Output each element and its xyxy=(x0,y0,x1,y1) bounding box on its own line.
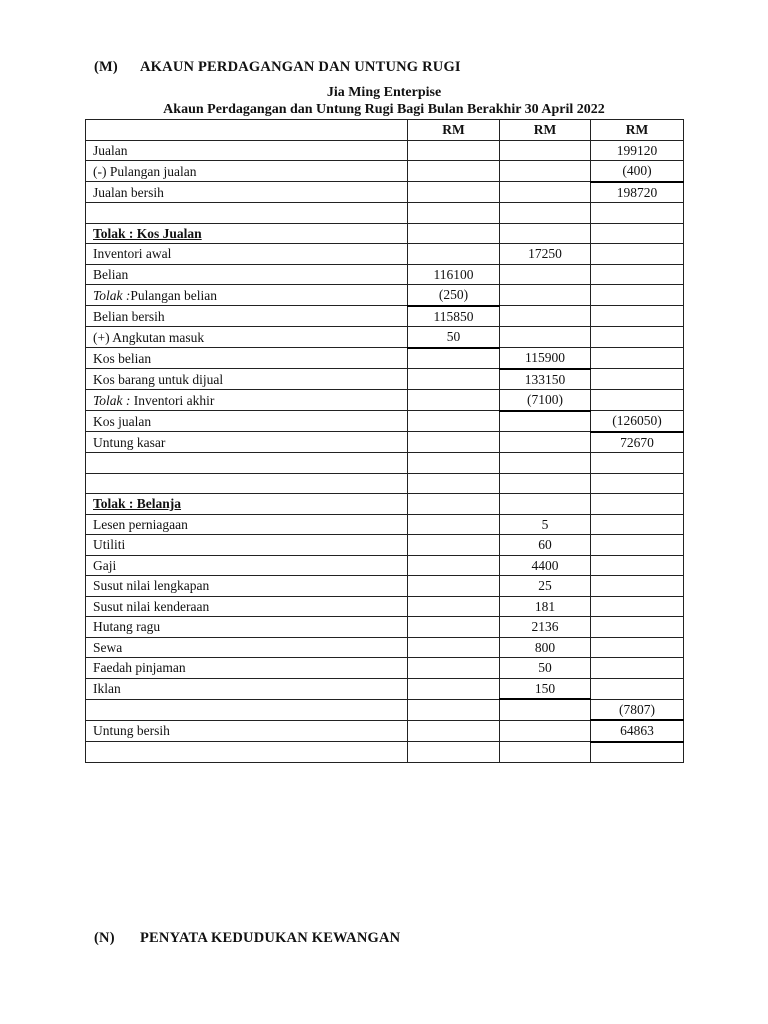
row-col3 xyxy=(591,576,684,597)
row-label: Gaji xyxy=(86,555,408,576)
row-col1: 50 xyxy=(408,327,500,348)
row-col1 xyxy=(408,514,500,535)
row-col3: (400) xyxy=(591,161,684,182)
table-row xyxy=(86,264,684,285)
row-col2 xyxy=(500,494,591,515)
table-row xyxy=(86,203,684,224)
row-col1 xyxy=(408,348,500,369)
row-col3 xyxy=(591,327,684,348)
row-col3 xyxy=(591,535,684,556)
row-label xyxy=(86,285,408,306)
row-col2 xyxy=(500,473,591,494)
row-label: Kos barang untuk dijual xyxy=(86,369,408,390)
row-col1: 116100 xyxy=(408,264,500,285)
trading-profit-loss-table xyxy=(85,119,684,763)
row-col2: 50 xyxy=(500,658,591,679)
table-row xyxy=(86,327,684,348)
table-row xyxy=(86,348,684,369)
row-col2 xyxy=(500,699,591,720)
row-label: Untung bersih xyxy=(86,720,408,742)
row-col3 xyxy=(591,596,684,617)
table-row xyxy=(86,473,684,494)
row-col3 xyxy=(591,348,684,369)
row-col1 xyxy=(408,369,500,390)
row-col3 xyxy=(591,514,684,535)
section-m-heading xyxy=(94,59,461,76)
row-col2 xyxy=(500,264,591,285)
row-col2 xyxy=(500,140,591,161)
row-col2 xyxy=(500,182,591,203)
row-col2 xyxy=(500,285,591,306)
table-row xyxy=(86,678,684,699)
table-row xyxy=(86,285,684,306)
table-row xyxy=(86,637,684,658)
row-col1 xyxy=(408,535,500,556)
row-col2 xyxy=(500,203,591,224)
row-col3 xyxy=(591,473,684,494)
row-label: Untung kasar xyxy=(86,432,408,453)
row-label: Susut nilai lengkapan xyxy=(86,576,408,597)
row-label: Iklan xyxy=(86,678,408,699)
header-rm-col3: RM xyxy=(591,120,684,141)
row-col2 xyxy=(500,327,591,348)
row-col2: (7100) xyxy=(500,390,591,411)
row-col3 xyxy=(591,369,684,390)
table-row xyxy=(86,182,684,203)
row-col2: 115900 xyxy=(500,348,591,369)
table-row xyxy=(86,596,684,617)
row-col2: 800 xyxy=(500,637,591,658)
row-col3 xyxy=(591,637,684,658)
row-label: Utiliti xyxy=(86,535,408,556)
table-row xyxy=(86,576,684,597)
table-row xyxy=(86,140,684,161)
row-col1 xyxy=(408,494,500,515)
row-col2 xyxy=(500,432,591,453)
row-label: Faedah pinjaman xyxy=(86,658,408,679)
section-n-letter: (N) xyxy=(94,930,115,946)
row-label-prefix: Tolak : xyxy=(93,287,131,303)
row-col3 xyxy=(591,306,684,327)
table-row xyxy=(86,535,684,556)
row-label: Sewa xyxy=(86,637,408,658)
row-label: Jualan xyxy=(86,140,408,161)
row-col2: 25 xyxy=(500,576,591,597)
table-row xyxy=(86,390,684,411)
row-col2 xyxy=(500,306,591,327)
row-col1 xyxy=(408,617,500,638)
row-col3: (7807) xyxy=(591,699,684,720)
row-col1 xyxy=(408,699,500,720)
table-row xyxy=(86,617,684,638)
row-col3 xyxy=(591,494,684,515)
row-label: Inventori awal xyxy=(86,244,408,265)
row-col1 xyxy=(408,555,500,576)
table-row xyxy=(86,742,684,763)
row-col2: 60 xyxy=(500,535,591,556)
row-col3 xyxy=(591,244,684,265)
section-n-heading xyxy=(94,930,400,947)
row-label xyxy=(86,699,408,720)
table-row xyxy=(86,161,684,182)
row-label xyxy=(86,390,408,411)
row-col1: (250) xyxy=(408,285,500,306)
row-col3: 198720 xyxy=(591,182,684,203)
table-row xyxy=(86,306,684,327)
table-header-row xyxy=(86,120,684,141)
row-col3 xyxy=(591,390,684,411)
row-label xyxy=(86,742,408,763)
row-label: Belian xyxy=(86,264,408,285)
row-col1 xyxy=(408,473,500,494)
row-col2: 4400 xyxy=(500,555,591,576)
row-col2 xyxy=(500,742,591,763)
row-col2: 181 xyxy=(500,596,591,617)
row-label: Kos belian xyxy=(86,348,408,369)
table-row xyxy=(86,223,684,244)
row-col1 xyxy=(408,678,500,699)
row-col3 xyxy=(591,453,684,474)
row-col1 xyxy=(408,223,500,244)
row-label-cost-of-sales-heading: Tolak : Kos Jualan xyxy=(86,223,408,244)
row-label: Lesen perniagaan xyxy=(86,514,408,535)
row-col2: 133150 xyxy=(500,369,591,390)
row-col2 xyxy=(500,453,591,474)
row-col2 xyxy=(500,161,591,182)
section-m-title: AKAUN PERDAGANGAN DAN UNTUNG RUGI xyxy=(140,59,461,75)
row-label-expenses-heading: Tolak : Belanja xyxy=(86,494,408,515)
company-name: Jia Ming Enterpise xyxy=(326,85,442,100)
row-col1 xyxy=(408,182,500,203)
section-m-letter: (M) xyxy=(94,59,118,75)
row-col3 xyxy=(591,223,684,244)
row-col1 xyxy=(408,411,500,432)
statement-title: Akaun Perdagangan dan Untung Rugi Bagi Bulan Berakhir 30 April 2022 xyxy=(163,102,605,117)
row-label-text: Inventori akhir xyxy=(130,392,215,408)
row-col2 xyxy=(500,411,591,432)
table-row xyxy=(86,720,684,742)
row-col3 xyxy=(591,658,684,679)
row-col1 xyxy=(408,390,500,411)
row-label: Hutang ragu xyxy=(86,617,408,638)
row-col2: 2136 xyxy=(500,617,591,638)
row-col2: 17250 xyxy=(500,244,591,265)
row-col1 xyxy=(408,637,500,658)
table-row xyxy=(86,411,684,432)
row-label: Kos jualan xyxy=(86,411,408,432)
row-col1 xyxy=(408,742,500,763)
row-label: Jualan bersih xyxy=(86,182,408,203)
row-col2: 150 xyxy=(500,678,591,699)
table-row xyxy=(86,514,684,535)
row-col2 xyxy=(500,720,591,742)
row-col1: 115850 xyxy=(408,306,500,327)
row-col2: 5 xyxy=(500,514,591,535)
row-col3 xyxy=(591,617,684,638)
row-col1 xyxy=(408,161,500,182)
row-col3: 72670 xyxy=(591,432,684,453)
row-col1 xyxy=(408,244,500,265)
header-rm-col2: RM xyxy=(500,120,591,141)
row-col1 xyxy=(408,720,500,742)
row-label-prefix: Tolak : xyxy=(93,392,131,408)
table-row xyxy=(86,432,684,453)
row-col3 xyxy=(591,203,684,224)
row-label: Susut nilai kenderaan xyxy=(86,596,408,617)
row-col3: (126050) xyxy=(591,411,684,432)
table-row xyxy=(86,453,684,474)
row-col2 xyxy=(500,223,591,244)
row-col3 xyxy=(591,678,684,699)
table-row xyxy=(86,555,684,576)
row-label: (-) Pulangan jualan xyxy=(86,161,408,182)
section-n-title: PENYATA KEDUDUKAN KEWANGAN xyxy=(140,930,401,946)
row-col1 xyxy=(408,140,500,161)
row-label xyxy=(86,473,408,494)
row-col3: 64863 xyxy=(591,720,684,742)
table-row xyxy=(86,658,684,679)
row-col3 xyxy=(591,285,684,306)
row-label xyxy=(86,453,408,474)
row-col3 xyxy=(591,555,684,576)
row-col1 xyxy=(408,432,500,453)
table-row xyxy=(86,369,684,390)
row-label xyxy=(86,203,408,224)
row-col1 xyxy=(408,658,500,679)
header-label-cell xyxy=(86,120,408,141)
table-row xyxy=(86,244,684,265)
table-row xyxy=(86,494,684,515)
row-col3 xyxy=(591,742,684,763)
row-col1 xyxy=(408,576,500,597)
row-label: (+) Angkutan masuk xyxy=(86,327,408,348)
table-row xyxy=(86,699,684,720)
row-label-text: Pulangan belian xyxy=(130,287,217,303)
row-col1 xyxy=(408,203,500,224)
row-col3 xyxy=(591,264,684,285)
row-label: Belian bersih xyxy=(86,306,408,327)
row-col1 xyxy=(408,596,500,617)
row-col3: 199120 xyxy=(591,140,684,161)
row-col1 xyxy=(408,453,500,474)
header-rm-col1: RM xyxy=(408,120,500,141)
